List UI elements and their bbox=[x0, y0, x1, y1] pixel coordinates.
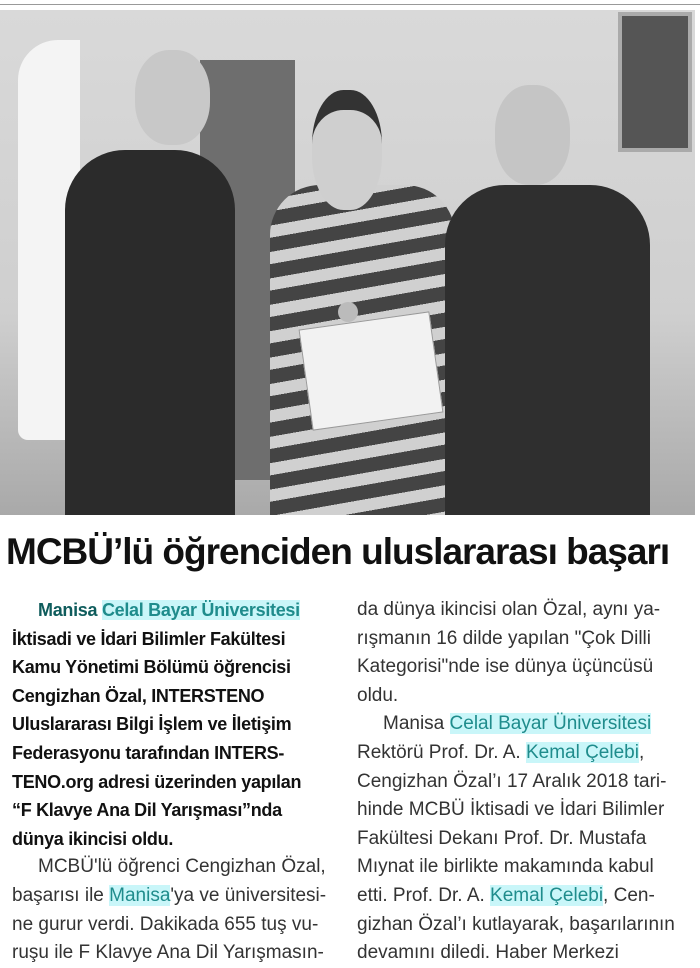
text-line bbox=[12, 853, 347, 882]
text-segment: oldu. bbox=[357, 684, 399, 706]
text-segment: rışmanın 16 dilde yapılan "Çok Dilli bbox=[357, 627, 651, 649]
text-line bbox=[12, 939, 347, 968]
text-segment: da dünya ikincisi olan Özal, aynı ya- bbox=[357, 599, 661, 620]
text-line bbox=[357, 710, 695, 739]
highlighted-text: Celal Bayar Üniversitesi bbox=[101, 600, 300, 620]
highlighted-text: Kemal Çelebi bbox=[525, 741, 639, 763]
text-segment: TENO.org adresi üzerinden yapılan bbox=[12, 771, 302, 792]
text-segment: MCBÜ'lü öğrenci Cengizhan Özal, bbox=[38, 856, 326, 878]
highlighted-text: Kemal Çelebi bbox=[490, 884, 604, 906]
person-left bbox=[65, 150, 235, 515]
text-line bbox=[357, 596, 695, 625]
text-line bbox=[12, 625, 347, 654]
text-line bbox=[357, 796, 695, 825]
news-photo bbox=[0, 10, 695, 515]
text-segment: 'ya ve üniversitesi- bbox=[170, 884, 327, 906]
text-segment: başarısı ile bbox=[12, 884, 110, 906]
text-segment: Kamu Yönetimi Bölümü öğrencisi bbox=[12, 657, 291, 678]
text-segment: “F Klavye Ana Dil Yarışması”nda bbox=[12, 800, 282, 821]
highlighted-text: Celal Bayar Üniversitesi bbox=[449, 713, 652, 735]
text-segment: Kategorisi"nde ise dünya üçüncüsü bbox=[357, 656, 654, 678]
person-right-head bbox=[495, 85, 570, 185]
text-line bbox=[357, 825, 695, 854]
text-line bbox=[357, 853, 695, 882]
certificate-icon bbox=[299, 311, 444, 430]
text-segment: gizhan Özal’ı kutlayarak, başarılarının bbox=[357, 913, 675, 935]
text-segment: ruşu ile F Klavye Ana Dil Yarışmasın- bbox=[12, 942, 324, 964]
top-rule bbox=[0, 4, 700, 5]
text-line bbox=[12, 739, 347, 768]
text-line bbox=[357, 911, 695, 940]
text-segment: etti. Prof. Dr. A. bbox=[357, 884, 491, 906]
text-line bbox=[357, 882, 695, 911]
text-line bbox=[12, 825, 347, 854]
text-segment: ne gurur verdi. Dakikada 655 tuş vu- bbox=[12, 913, 319, 935]
text-line bbox=[357, 682, 695, 711]
text-segment: Cengizhan Özal’ı 17 Aralık 2018 tari- bbox=[357, 770, 667, 792]
right-column bbox=[357, 596, 695, 968]
headline: MCBÜ’lü öğrenciden uluslararası başarı bbox=[6, 531, 670, 572]
text-segment: Federasyonu tarafından INTERS- bbox=[12, 742, 285, 763]
text-segment: dünya ikincisi oldu. bbox=[12, 828, 174, 849]
left-column bbox=[12, 596, 347, 968]
text-segment: devamını diledi. Haber Merkezi bbox=[357, 942, 619, 964]
text-segment: Uluslararası Bilgi İşlem ve İletişim bbox=[12, 714, 292, 735]
text-line bbox=[357, 653, 695, 682]
text-segment: Manisa bbox=[383, 713, 450, 735]
person-center-head bbox=[312, 90, 382, 210]
text-segment: Rektörü Prof. Dr. A. bbox=[357, 741, 526, 763]
text-line bbox=[357, 768, 695, 797]
text-line bbox=[12, 596, 347, 625]
text-line bbox=[12, 710, 347, 739]
medal-icon bbox=[338, 302, 358, 322]
portrait-frame-icon bbox=[618, 12, 692, 152]
text-line bbox=[12, 653, 347, 682]
text-segment: İktisadi ve İdari Bilimler Fakültesi bbox=[12, 628, 286, 649]
text-line bbox=[357, 739, 695, 768]
person-left-head bbox=[135, 50, 210, 145]
person-right bbox=[445, 185, 650, 515]
text-line bbox=[12, 682, 347, 711]
text-segment: , bbox=[638, 741, 645, 763]
text-line bbox=[12, 768, 347, 797]
text-segment: hinde MCBÜ İktisadi ve İdari Bilimler bbox=[357, 799, 665, 821]
text-segment: Fakültesi Dekanı Prof. Dr. Mustafa bbox=[357, 827, 647, 849]
text-segment: , Cen- bbox=[603, 884, 655, 906]
highlighted-text: Manisa bbox=[109, 884, 171, 906]
text-line bbox=[12, 796, 347, 825]
text-line bbox=[357, 939, 695, 968]
text-line bbox=[12, 882, 347, 911]
text-line bbox=[12, 911, 347, 940]
text-line bbox=[357, 625, 695, 654]
text-segment: Cengizhan Özal, INTERSTENO bbox=[12, 685, 265, 706]
text-segment: Mıynat ile birlikte makamında kabul bbox=[357, 856, 654, 878]
text-segment: Manisa bbox=[38, 600, 102, 620]
